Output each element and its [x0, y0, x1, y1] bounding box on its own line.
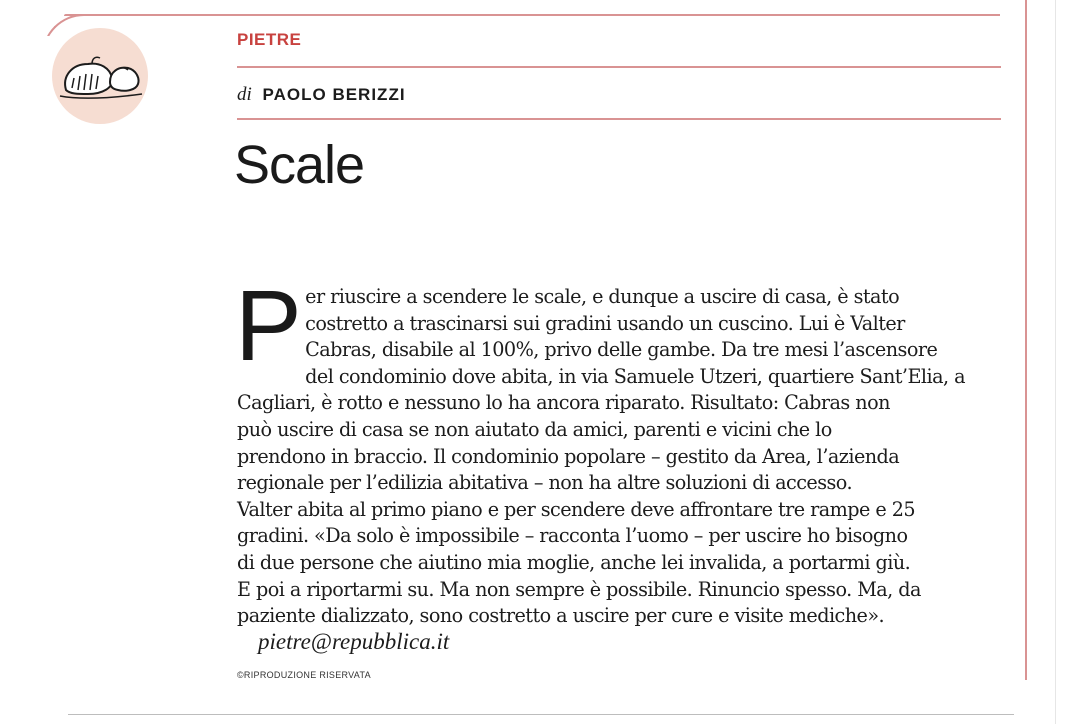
copyright-notice: ©RIPRODUZIONE RISERVATA	[237, 670, 371, 680]
top-rule	[64, 14, 1000, 16]
section-logo	[52, 28, 148, 124]
headline: Scale	[234, 135, 365, 195]
article-line: paziente dializzato, sono costretto a uscire per cure e visite mediche».	[237, 604, 885, 628]
article-line: er riuscire a scendere le scale, e dunque a uscire di casa, è stato	[305, 285, 900, 308]
stones-icon	[52, 28, 148, 124]
article-line: di due persone che aiutino mia moglie, anche lei invalida, a portarmi giù.	[237, 550, 911, 574]
page-edge	[1055, 0, 1056, 724]
article-line: Valter abita al primo piano e per scendere deve affrontare tre rampe e 25	[237, 497, 916, 521]
drop-cap: P	[235, 270, 302, 382]
article-body	[235, 270, 1005, 630]
byline	[237, 84, 406, 106]
article-line: Cabras, disabile al 100%, privo delle gambe. Da tre mesi l’ascensore	[305, 338, 938, 362]
article-line: gradini. «Da solo è impossibile – racconta l’uomo – per uscire ho bisogno	[237, 524, 908, 548]
author-email-link[interactable]: pietre@repubblica.it	[258, 629, 450, 654]
byline-prefix: di	[237, 84, 252, 105]
article-line: Cagliari, è rotto e nessuno lo ha ancora riparato. Risultato: Cabras non	[237, 391, 890, 415]
article-line: costretto a trascinarsi sui gradini usando un cuscino. Lui è Valter	[305, 311, 905, 335]
article-line: può uscire di casa se non aiutato da amici, parenti e vicini che lo	[237, 417, 832, 441]
section-rubric: PIETRE	[237, 30, 302, 49]
byline-author: PAOLO BERIZZI	[262, 85, 406, 104]
article-line: prendono in braccio. Il condominio popolare – gestito da Area, l’azienda	[237, 444, 900, 468]
article-line: del condominio dove abita, in via Samuele Utzeri, quartiere Sant’Elia, a	[305, 364, 965, 388]
article-line: regionale per l’edilizia abitativa – non ha altre soluzioni di accesso.	[237, 471, 853, 495]
right-column-rule	[1025, 0, 1027, 680]
bottom-rule	[68, 714, 1014, 715]
byline-divider	[237, 118, 1001, 120]
header-divider	[237, 66, 1001, 68]
article-line: E poi a riportarmi su. Ma non sempre è possibile. Rinuncio spesso. Ma, da	[237, 577, 921, 601]
